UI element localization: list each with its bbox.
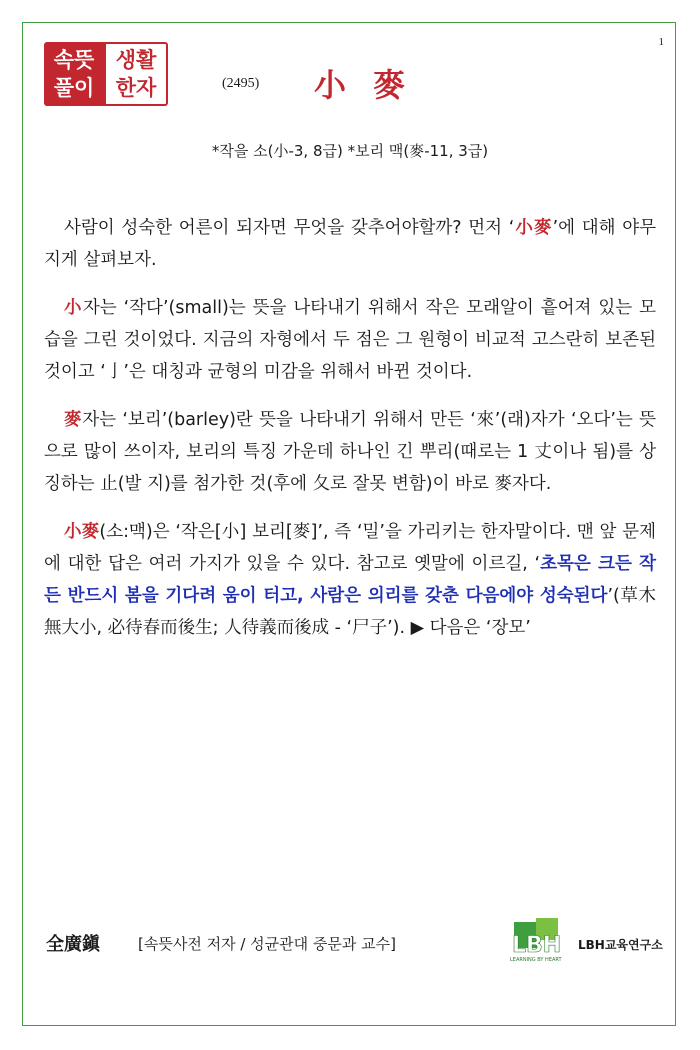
p2-text: 자는 ‘작다’(small)는 뜻을 나타내기 위해서 작은 모래알이 흩어져 있는 모습을 그린 것이었다. 지금의 자형에서 두 점은 그 원형이 비교적 고스란히 보존된 것이고 ‘亅’은 대칭과 균형의 미감을 위해서 바뀐 것이다. <box>44 298 656 382</box>
logo-right-top: 생활 <box>115 48 157 72</box>
p1-text-a: 사람이 성숙한 어른이 되자면 무엇을 갖추어야할까? 먼저 ‘ <box>64 218 515 238</box>
author-name: 全廣鎭 <box>46 934 100 955</box>
p4-text-b: (소:맥)은 ‘작은[小] 보리[麥]’, 즉 ‘밀’을 가리키는 한자말이다. 맨 앞 문제에 대한 답은 여러 가지가 있을 수 있다. 참고로 옛말에 이르길, ‘ <box>44 522 656 574</box>
logo-right-bottom: 한자 <box>115 76 157 100</box>
logo-left-bottom: 풀이 <box>53 76 95 100</box>
p4-text-d: ’(草木無大小, 必待春而後生; 人待義而後成 - ‘尸子’). ▶ 다음은 ‘장모’ <box>44 586 656 638</box>
page-title: 小 麥 <box>314 66 414 104</box>
p1-text-c: ’에 대해 야무지게 살펴보자. <box>44 218 657 270</box>
logo-left-top: 속뜻 <box>53 48 95 72</box>
p1-highlight: 小麥 <box>514 218 553 238</box>
doc-number: (2495) <box>222 76 260 91</box>
article-body <box>44 212 656 660</box>
p3-text: 자는 ‘보리’(barley)란 뜻을 나타내기 위해서 만든 ‘來’(래)자가 ‘오다’는 뜻으로 많이 쓰이자, 보리의 특징 가운데 하나인 긴 뿌리(때로는 1 丈이나 됨)를 상징하는 止(발 지)를 첨가한 것(후에 夂로 잘못 변함)이 바로 麥자다. <box>44 410 657 494</box>
p4-quote: 초목은 크든 작든 반드시 봄을 기다려 움이 터고, 사람은 의리를 갖춘 다음에야 성숙된다 <box>44 554 656 606</box>
page-number: 1 <box>658 36 664 48</box>
paragraph-3 <box>44 404 656 500</box>
lbh-logo-subtext: LEARNING BY HEART <box>510 957 562 963</box>
logo-right <box>104 42 168 106</box>
paragraph-1 <box>44 212 656 276</box>
logo-left <box>44 42 104 106</box>
lbh-logo-icon <box>508 918 572 964</box>
paragraph-2 <box>44 292 656 388</box>
p2-highlight: 小 <box>64 298 83 318</box>
paragraph-4 <box>44 516 656 644</box>
author-description: [속뜻사전 저자 / 성균관대 중문과 교수] <box>138 935 396 953</box>
series-logo <box>44 42 168 106</box>
p4-highlight: 小麥 <box>64 522 100 542</box>
lbh-logo-text: LBH <box>512 933 562 958</box>
org-name: LBH교육연구소 <box>578 938 663 952</box>
subtitle: *작을 소(小-3, 8급) *보리 맥(麥-11, 3급) <box>211 142 489 160</box>
p3-highlight: 麥 <box>64 410 83 430</box>
